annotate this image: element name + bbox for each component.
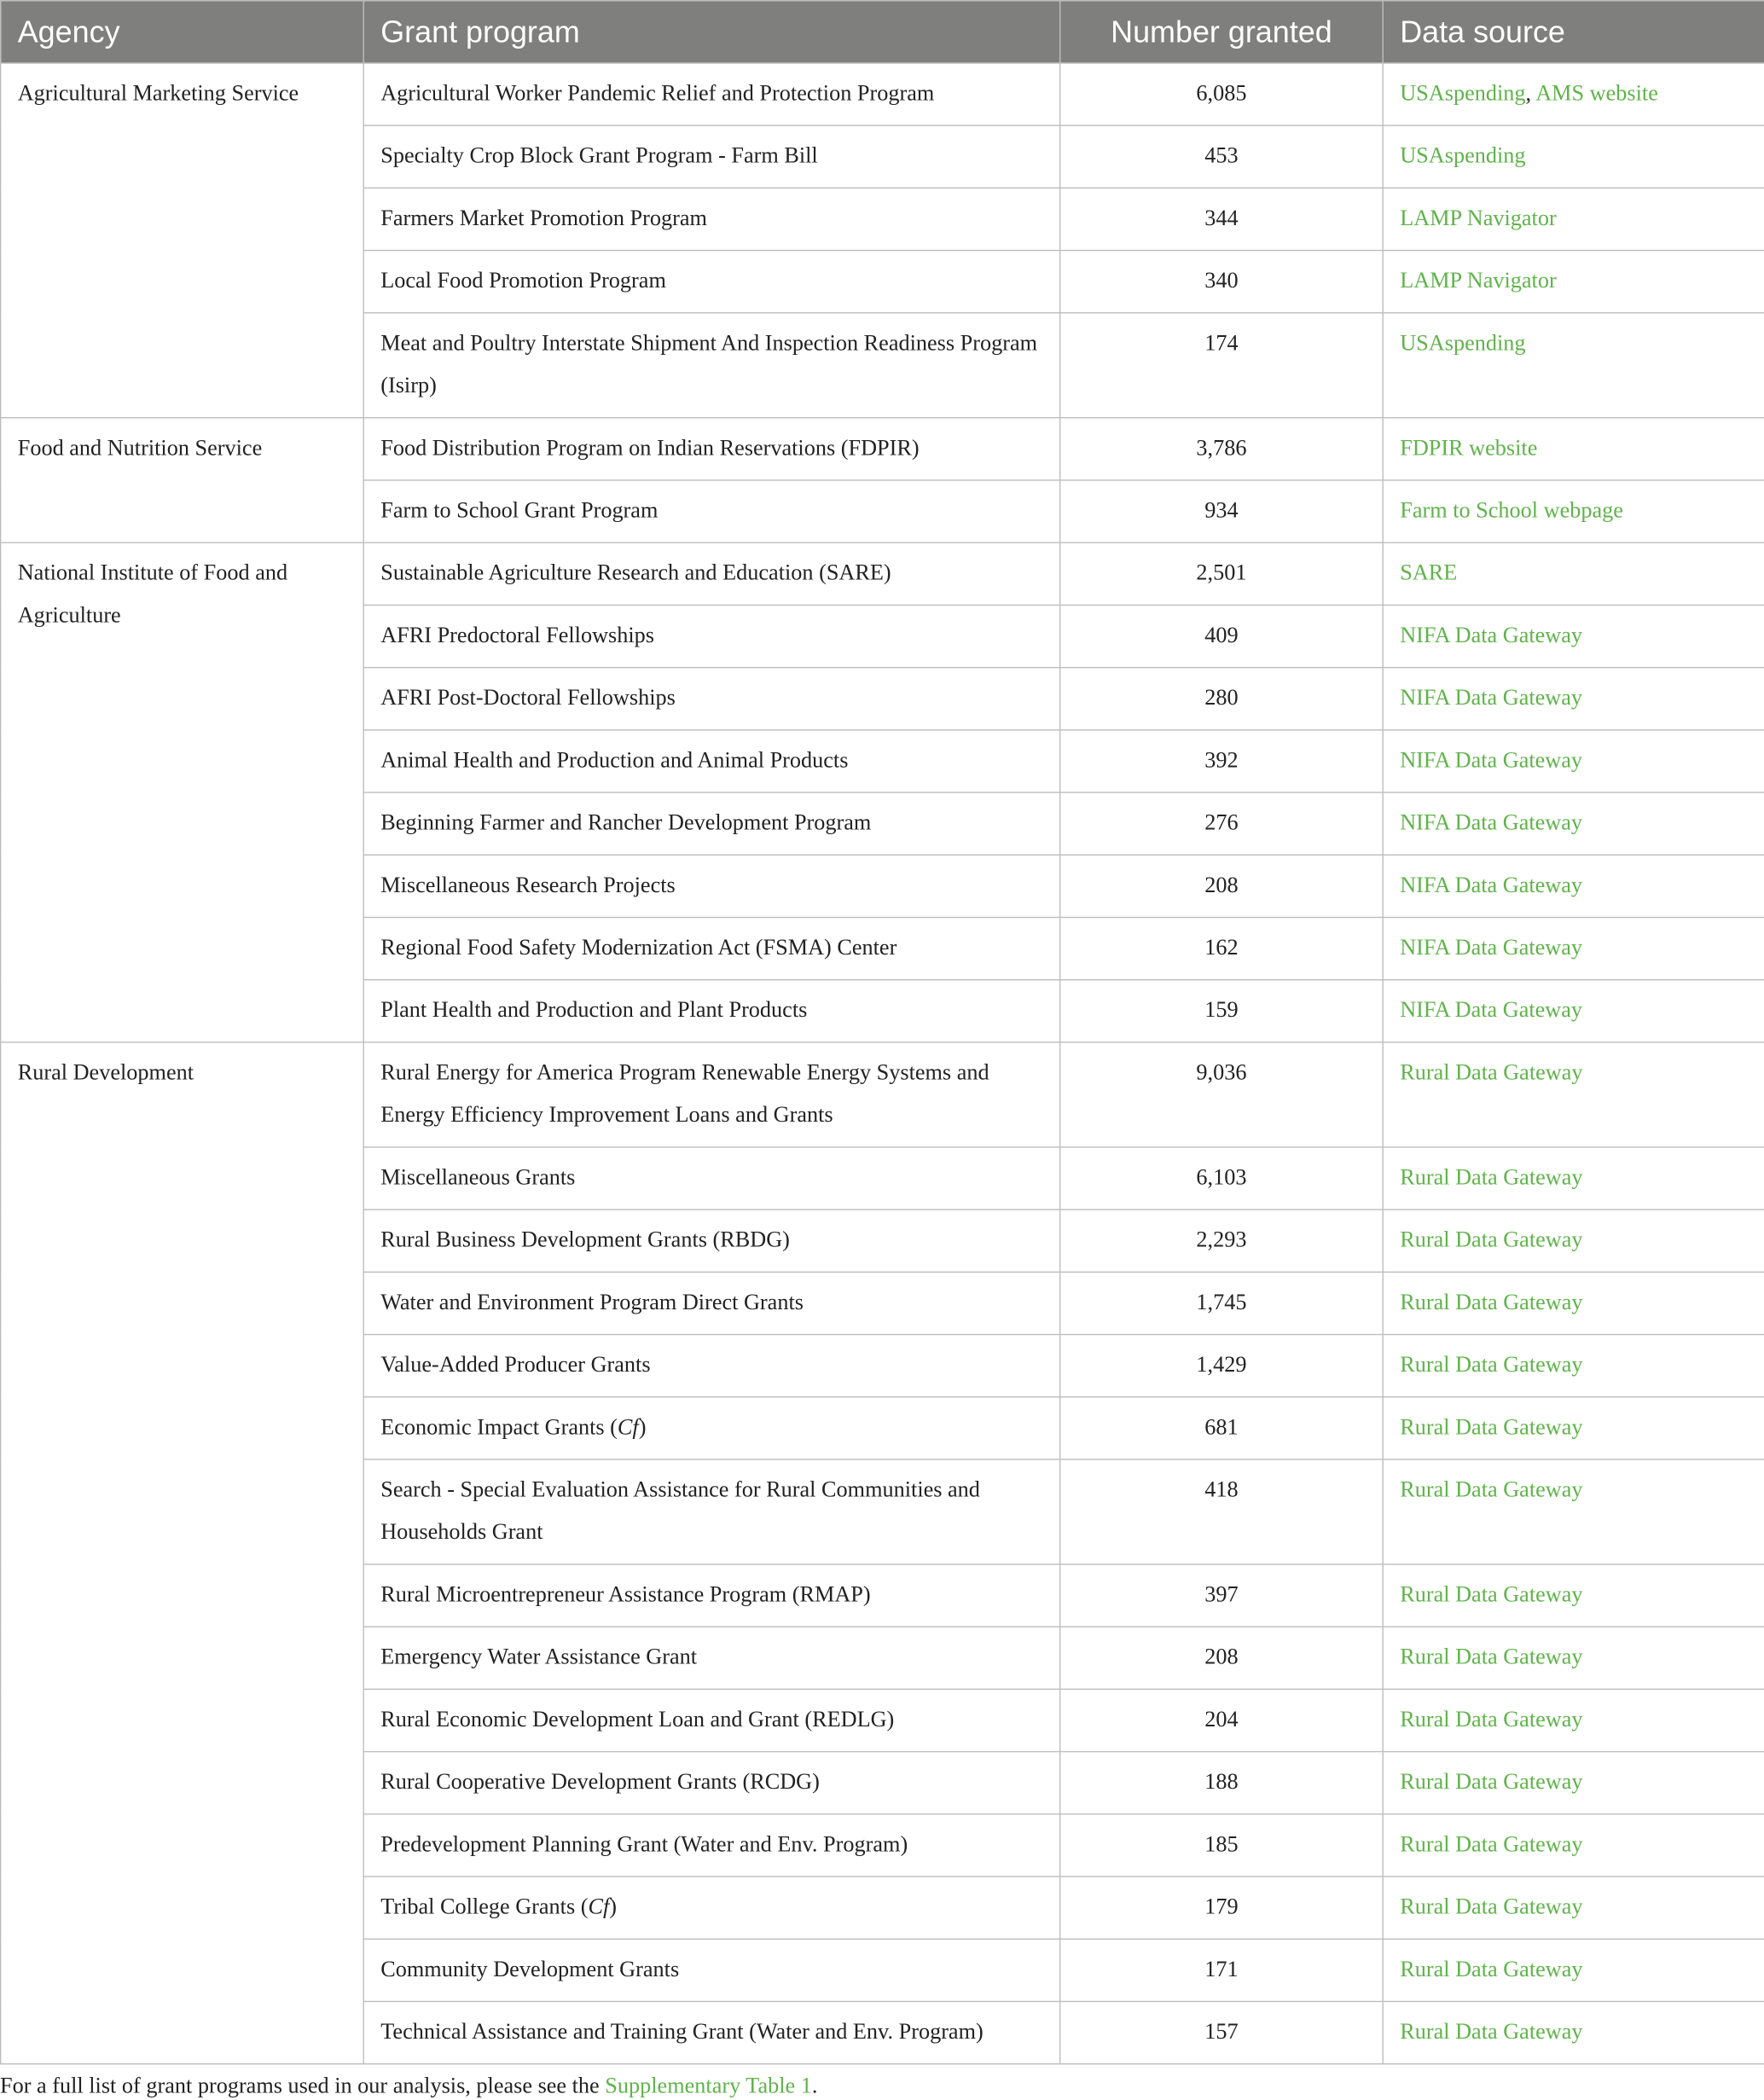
number-granted-cell: 159 bbox=[1060, 980, 1384, 1042]
grant-program-cell: Food Distribution Program on Indian Reservations (FDPIR) bbox=[363, 418, 1059, 480]
data-source-link[interactable]: USAspending bbox=[1400, 331, 1526, 357]
data-source-link[interactable]: Rural Data Gateway bbox=[1400, 1352, 1583, 1378]
data-source-cell bbox=[1383, 251, 1764, 313]
data-source-link[interactable]: Rural Data Gateway bbox=[1400, 1645, 1583, 1670]
number-granted-cell: 188 bbox=[1060, 1752, 1384, 1814]
data-source-cell bbox=[1383, 1147, 1764, 1210]
agency-cell: National Institute of Food and Agriculture bbox=[1, 542, 364, 1042]
grant-program-cell: Rural Cooperative Development Grants (RCDG) bbox=[363, 1752, 1059, 1814]
data-source-link[interactable]: Rural Data Gateway bbox=[1400, 2019, 1583, 2045]
grant-program-cell: Beginning Farmer and Rancher Development Program bbox=[363, 792, 1059, 855]
number-granted-cell: 934 bbox=[1060, 480, 1384, 542]
data-source-cell bbox=[1383, 1814, 1764, 1877]
footnote-text: For a full list of grant programs used in our analysis, please see the bbox=[0, 2074, 606, 2099]
grant-program-cell: Rural Energy for America Program Renewable Energy Systems and Energy Efficiency Improvement Loans and Grants bbox=[363, 1042, 1059, 1147]
agency-cell: Agricultural Marketing Service bbox=[1, 63, 364, 418]
grant-program-cell: Agricultural Worker Pandemic Relief and Protection Program bbox=[363, 63, 1059, 125]
grant-program-cell: Predevelopment Planning Grant (Water and Env. Program) bbox=[363, 1814, 1059, 1877]
source-separator: , bbox=[1525, 81, 1536, 107]
data-source-link[interactable]: Rural Data Gateway bbox=[1400, 1957, 1583, 1982]
number-granted-cell: 157 bbox=[1060, 2001, 1384, 2063]
data-source-link[interactable]: USAspending bbox=[1400, 81, 1526, 107]
data-source-cell bbox=[1383, 980, 1764, 1042]
data-source-cell bbox=[1383, 1752, 1764, 1814]
number-granted-cell: 409 bbox=[1060, 605, 1384, 667]
data-source-link[interactable]: LAMP Navigator bbox=[1400, 268, 1557, 293]
data-source-cell bbox=[1383, 313, 1764, 418]
data-source-link[interactable]: NIFA Data Gateway bbox=[1400, 873, 1583, 898]
number-granted-cell: 397 bbox=[1060, 1564, 1384, 1627]
data-source-link[interactable]: Rural Data Gateway bbox=[1400, 1582, 1583, 1608]
data-source-link[interactable]: Rural Data Gateway bbox=[1400, 1832, 1583, 1858]
table-header bbox=[1, 1, 1764, 63]
header-number-granted: Number granted bbox=[1060, 1, 1384, 63]
data-source-link[interactable]: FDPIR website bbox=[1400, 436, 1538, 461]
header-grant-program: Grant program bbox=[363, 1, 1059, 63]
number-granted-cell: 208 bbox=[1060, 855, 1384, 917]
grant-program-cell: Farm to School Grant Program bbox=[363, 480, 1059, 542]
agency-cell: Rural Development bbox=[1, 1042, 364, 2064]
supplementary-table-link[interactable]: Supplementary Table 1 bbox=[605, 2074, 812, 2099]
data-source-cell bbox=[1383, 605, 1764, 667]
data-source-link[interactable]: Rural Data Gateway bbox=[1400, 1894, 1583, 1920]
data-source-link[interactable]: NIFA Data Gateway bbox=[1400, 810, 1583, 836]
grant-program-cell: Local Food Promotion Program bbox=[363, 251, 1059, 313]
data-source-link[interactable]: NIFA Data Gateway bbox=[1400, 748, 1583, 774]
grant-program-cell: Emergency Water Assistance Grant bbox=[363, 1627, 1059, 1689]
grant-program-cell: Search - Special Evaluation Assistance for Rural Communities and Households Grant bbox=[363, 1459, 1059, 1564]
data-source-cell bbox=[1383, 63, 1764, 125]
grant-program-cell: Miscellaneous Research Projects bbox=[363, 855, 1059, 917]
grant-program-cell: Regional Food Safety Modernization Act (FSMA) Center bbox=[363, 917, 1059, 979]
data-source-cell bbox=[1383, 1335, 1764, 1397]
footnote-end: . bbox=[811, 2074, 818, 2099]
table-row bbox=[1, 1042, 1764, 1147]
data-source-cell bbox=[1383, 792, 1764, 855]
data-source-link[interactable]: Rural Data Gateway bbox=[1400, 1415, 1583, 1441]
data-source-cell bbox=[1383, 668, 1764, 730]
data-source-cell bbox=[1383, 125, 1764, 188]
data-source-link[interactable]: NIFA Data Gateway bbox=[1400, 935, 1583, 960]
table-body bbox=[1, 63, 1764, 2064]
data-source-link[interactable]: USAspending bbox=[1400, 143, 1526, 169]
data-source-cell bbox=[1383, 730, 1764, 792]
number-granted-cell: 185 bbox=[1060, 1814, 1384, 1877]
data-source-cell bbox=[1383, 188, 1764, 250]
number-granted-cell: 392 bbox=[1060, 730, 1384, 792]
number-granted-cell: 171 bbox=[1060, 1939, 1384, 2001]
number-granted-cell: 2,293 bbox=[1060, 1210, 1384, 1272]
data-source-link[interactable]: Rural Data Gateway bbox=[1400, 1060, 1583, 1086]
number-granted-cell: 453 bbox=[1060, 125, 1384, 188]
grant-program-cell: AFRI Post-Doctoral Fellowships bbox=[363, 668, 1059, 730]
number-granted-cell: 1,745 bbox=[1060, 1272, 1384, 1334]
data-source-cell bbox=[1383, 1627, 1764, 1689]
data-source-link[interactable]: Rural Data Gateway bbox=[1400, 1707, 1583, 1732]
data-source-cell bbox=[1383, 418, 1764, 480]
grant-program-cell: Meat and Poultry Interstate Shipment And Inspection Readiness Program (Isirp) bbox=[363, 313, 1059, 418]
data-source-cell bbox=[1383, 1397, 1764, 1459]
data-source-link[interactable]: Rural Data Gateway bbox=[1400, 1770, 1583, 1795]
data-source-cell bbox=[1383, 1877, 1764, 1939]
table-footnote bbox=[0, 2074, 1764, 2099]
table-row bbox=[1, 63, 1764, 125]
grant-program-cell: Animal Health and Production and Animal Products bbox=[363, 730, 1059, 792]
data-source-cell bbox=[1383, 1042, 1764, 1147]
grant-program-cell: Farmers Market Promotion Program bbox=[363, 188, 1059, 250]
grant-program-cell: Technical Assistance and Training Grant (Water and Env. Program) bbox=[363, 2001, 1059, 2063]
data-source-link[interactable]: NIFA Data Gateway bbox=[1400, 998, 1583, 1024]
data-source-link[interactable]: AMS website bbox=[1535, 81, 1658, 107]
number-granted-cell: 2,501 bbox=[1060, 542, 1384, 605]
data-source-link[interactable]: NIFA Data Gateway bbox=[1400, 623, 1583, 648]
grant-program-cell: AFRI Predoctoral Fellowships bbox=[363, 605, 1059, 667]
number-granted-cell: 344 bbox=[1060, 188, 1384, 250]
data-source-link[interactable]: Rural Data Gateway bbox=[1400, 1227, 1583, 1253]
data-source-link[interactable]: Rural Data Gateway bbox=[1400, 1477, 1583, 1503]
number-granted-cell: 3,786 bbox=[1060, 418, 1384, 480]
data-source-link[interactable]: Rural Data Gateway bbox=[1400, 1165, 1583, 1191]
table-row bbox=[1, 542, 1764, 605]
grant-program-cell: Specialty Crop Block Grant Program - Farm Bill bbox=[363, 125, 1059, 188]
data-source-link[interactable]: Farm to School webpage bbox=[1400, 498, 1623, 524]
number-granted-cell: 204 bbox=[1060, 1689, 1384, 1751]
grant-program-cell: Tribal College Grants (Cf) bbox=[363, 1877, 1059, 1939]
data-source-link[interactable]: SARE bbox=[1400, 560, 1458, 586]
header-data-source: Data source bbox=[1383, 1, 1764, 63]
data-source-link[interactable]: Rural Data Gateway bbox=[1400, 1290, 1583, 1315]
data-source-cell bbox=[1383, 855, 1764, 917]
data-source-cell bbox=[1383, 917, 1764, 979]
number-granted-cell: 6,103 bbox=[1060, 1147, 1384, 1210]
number-granted-cell: 162 bbox=[1060, 917, 1384, 979]
number-granted-cell: 280 bbox=[1060, 668, 1384, 730]
agency-cell: Food and Nutrition Service bbox=[1, 418, 364, 542]
number-granted-cell: 276 bbox=[1060, 792, 1384, 855]
grant-program-cell: Plant Health and Production and Plant Products bbox=[363, 980, 1059, 1042]
grant-program-cell: Rural Microentrepreneur Assistance Program (RMAP) bbox=[363, 1564, 1059, 1627]
data-source-cell bbox=[1383, 542, 1764, 605]
data-source-cell bbox=[1383, 1689, 1764, 1751]
grant-program-cell: Rural Business Development Grants (RBDG) bbox=[363, 1210, 1059, 1272]
number-granted-cell: 681 bbox=[1060, 1397, 1384, 1459]
grant-program-cell: Economic Impact Grants (Cf) bbox=[363, 1397, 1059, 1459]
data-source-cell bbox=[1383, 1210, 1764, 1272]
data-source-link[interactable]: LAMP Navigator bbox=[1400, 206, 1557, 231]
grant-program-cell: Water and Environment Program Direct Grants bbox=[363, 1272, 1059, 1334]
data-source-cell bbox=[1383, 1272, 1764, 1334]
data-source-cell bbox=[1383, 1939, 1764, 2001]
number-granted-cell: 418 bbox=[1060, 1459, 1384, 1564]
number-granted-cell: 340 bbox=[1060, 251, 1384, 313]
grant-program-cell: Miscellaneous Grants bbox=[363, 1147, 1059, 1210]
grant-program-cell: Sustainable Agriculture Research and Education (SARE) bbox=[363, 542, 1059, 605]
number-granted-cell: 179 bbox=[1060, 1877, 1384, 1939]
number-granted-cell: 9,036 bbox=[1060, 1042, 1384, 1147]
grant-program-cell: Community Development Grants bbox=[363, 1939, 1059, 2001]
header-agency: Agency bbox=[1, 1, 364, 63]
data-source-cell bbox=[1383, 1459, 1764, 1564]
table-row bbox=[1, 418, 1764, 480]
data-source-cell bbox=[1383, 1564, 1764, 1627]
data-source-cell bbox=[1383, 480, 1764, 542]
number-granted-cell: 208 bbox=[1060, 1627, 1384, 1689]
header-row bbox=[1, 1, 1764, 63]
number-granted-cell: 1,429 bbox=[1060, 1335, 1384, 1397]
number-granted-cell: 174 bbox=[1060, 313, 1384, 418]
grant-program-cell: Value-Added Producer Grants bbox=[363, 1335, 1059, 1397]
data-source-link[interactable]: NIFA Data Gateway bbox=[1400, 686, 1583, 711]
data-source-cell bbox=[1383, 2001, 1764, 2063]
grant-program-cell: Rural Economic Development Loan and Grant (REDLG) bbox=[363, 1689, 1059, 1751]
number-granted-cell: 6,085 bbox=[1060, 63, 1384, 125]
